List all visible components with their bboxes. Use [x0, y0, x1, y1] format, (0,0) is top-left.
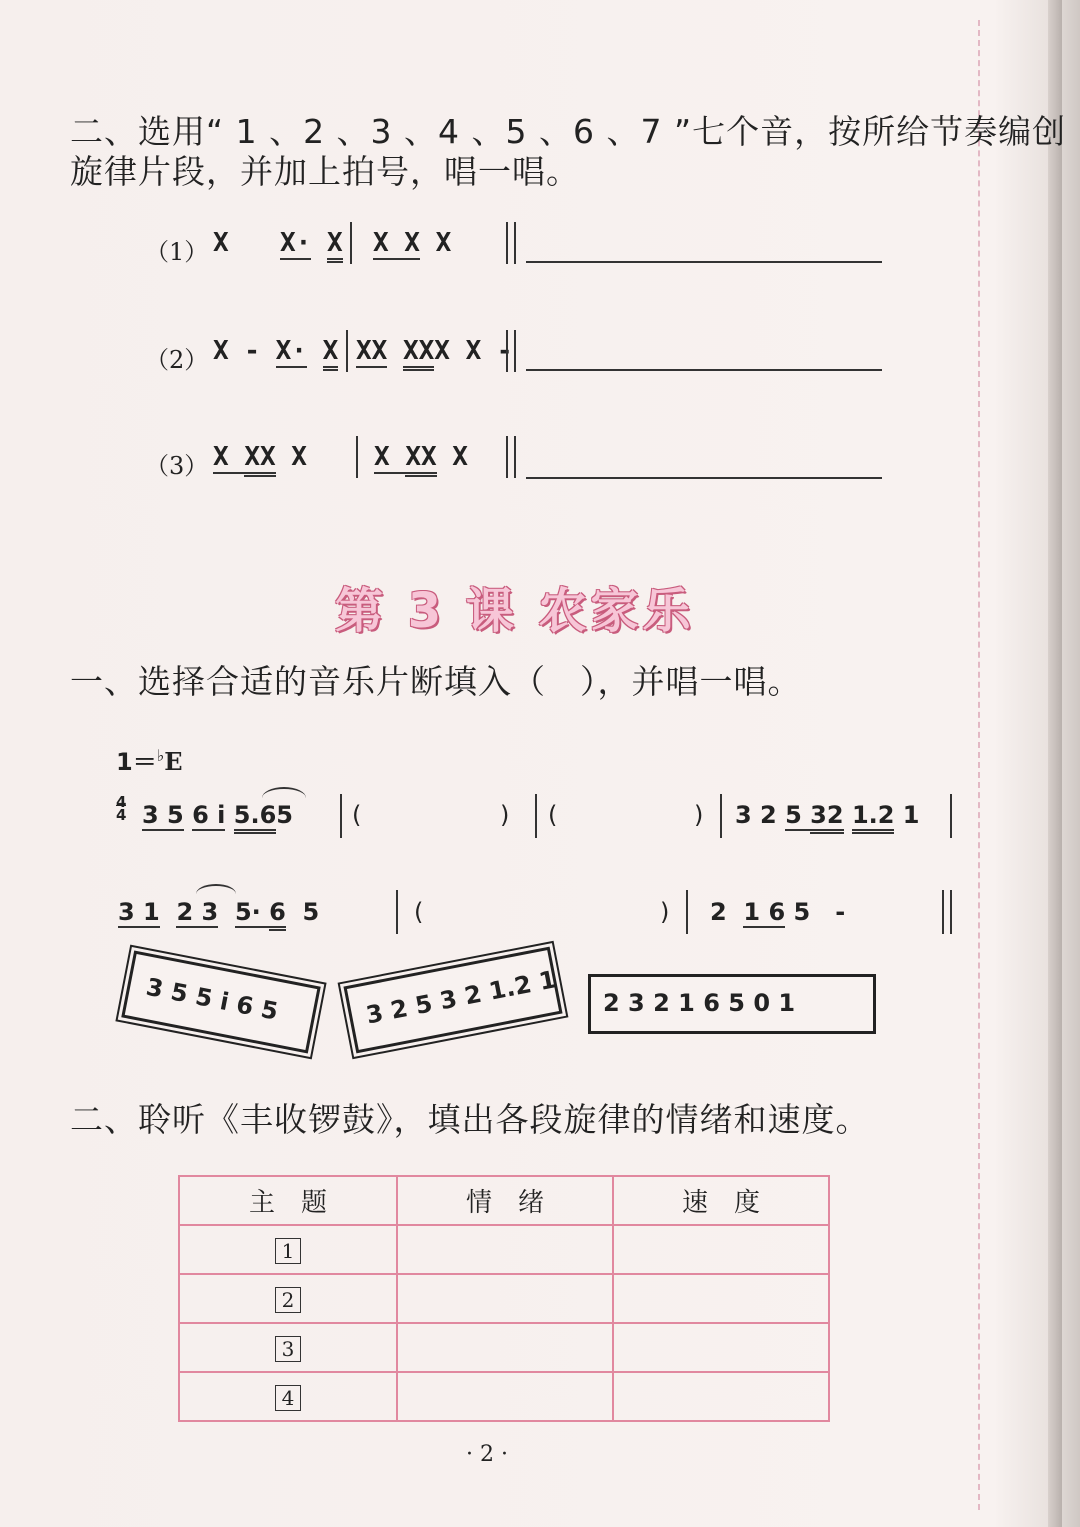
tempo-answer-cell[interactable]	[613, 1274, 829, 1323]
tempo-answer-cell[interactable]	[613, 1372, 829, 1421]
listening-table	[178, 1175, 830, 1422]
tempo-answer-cell[interactable]	[613, 1225, 829, 1274]
column-header-mood: 情 绪	[397, 1176, 613, 1225]
blank-measure-3-close: )	[660, 898, 670, 926]
mood-answer-cell[interactable]	[397, 1274, 613, 1323]
bar-line	[950, 794, 952, 838]
blank-measure-1[interactable]: (	[352, 801, 362, 829]
theme-number: 2	[275, 1287, 301, 1313]
page-number: · 2 ·	[466, 1442, 508, 1467]
fold-line	[978, 20, 980, 1510]
rhythm-note: X XX X	[213, 442, 307, 472]
lesson-title: 第 3 课 农家乐	[335, 583, 695, 639]
theme-cell	[179, 1323, 397, 1372]
theme-cell	[179, 1372, 397, 1421]
theme-cell	[179, 1274, 397, 1323]
flat-sign-icon: ♭	[156, 746, 165, 765]
answer-line-1[interactable]	[526, 261, 882, 263]
rhythm-note: X· X	[280, 228, 343, 258]
score-measure: 3 1 2 3 5· 6 5	[118, 898, 319, 926]
page-edge-shadow	[1048, 0, 1062, 1527]
double-bar-line	[506, 436, 516, 478]
mood-answer-cell[interactable]	[397, 1225, 613, 1274]
option-card-3[interactable]	[588, 974, 876, 1034]
score-measure: 2 1 6 5 -	[710, 898, 846, 926]
double-bar-line	[506, 330, 516, 372]
bar-line	[350, 222, 352, 264]
bar-line	[720, 794, 722, 838]
mood-answer-cell[interactable]	[397, 1323, 613, 1372]
answer-line-2[interactable]	[526, 369, 882, 371]
rhythm-note: X - X· X	[213, 336, 338, 366]
rhythm-note: X XX X	[374, 442, 468, 472]
score-measure: 3 5 6 i 5.65	[142, 801, 293, 829]
exercise-label-2: （2）	[145, 346, 209, 374]
rhythm-note: X X X	[373, 228, 452, 258]
section-two-heading-line1: 二、选用“ 1 、2 、3 、4 、5 、6 、7 ”七个音，按所给节奏编创	[70, 112, 1067, 151]
rhythm-note: XX XXX X -	[356, 336, 513, 366]
blank-measure-2-close: )	[694, 801, 704, 829]
theme-number: 4	[275, 1385, 301, 1411]
bar-line	[340, 794, 342, 838]
listening-heading: 二、聆听《丰收锣鼓》，填出各段旋律的情绪和速度。	[70, 1100, 870, 1139]
tempo-answer-cell[interactable]	[613, 1323, 829, 1372]
bar-line	[356, 436, 358, 478]
double-bar-line	[506, 222, 516, 264]
option-card-2[interactable]	[343, 947, 562, 1054]
mood-answer-cell[interactable]	[397, 1372, 613, 1421]
option-card-1[interactable]	[121, 950, 320, 1053]
option-card-1-notes: 3 5 5 i 6 5	[143, 972, 281, 1026]
double-bar-line	[942, 890, 952, 934]
slur	[196, 884, 236, 904]
column-header-theme: 主 题	[179, 1176, 397, 1225]
key-signature: 1＝♭E	[116, 746, 183, 776]
answer-line-3[interactable]	[526, 477, 882, 479]
option-card-2-notes: 3 2 5 3 2 1.2 1	[363, 965, 559, 1030]
column-header-tempo: 速 度	[613, 1176, 829, 1225]
exercise-label-3: （3）	[145, 452, 209, 480]
time-signature: 4 4	[116, 793, 127, 824]
bar-line	[535, 794, 537, 838]
theme-number: 3	[275, 1336, 301, 1362]
section-two-heading-line2: 旋律片段，并加上拍号，唱一唱。	[70, 152, 580, 191]
theme-cell	[179, 1225, 397, 1274]
score-measure: 3 2 5 32 1.2 1	[735, 801, 920, 829]
bar-line	[686, 890, 688, 934]
slur	[262, 787, 306, 809]
exercise-label-1: （1）	[145, 238, 209, 266]
section-one-heading: 一、选择合适的音乐片断填入（ ），并唱一唱。	[70, 662, 802, 701]
option-card-3-notes: 2 3 2 1 6 5 0 1	[603, 989, 796, 1017]
theme-number: 1	[275, 1238, 301, 1264]
blank-measure-1-close: )	[500, 801, 510, 829]
rhythm-note: X	[213, 228, 229, 258]
blank-measure-2[interactable]: (	[548, 801, 558, 829]
bar-line	[346, 330, 348, 372]
blank-measure-3[interactable]: (	[414, 898, 424, 926]
bar-line	[396, 890, 398, 934]
